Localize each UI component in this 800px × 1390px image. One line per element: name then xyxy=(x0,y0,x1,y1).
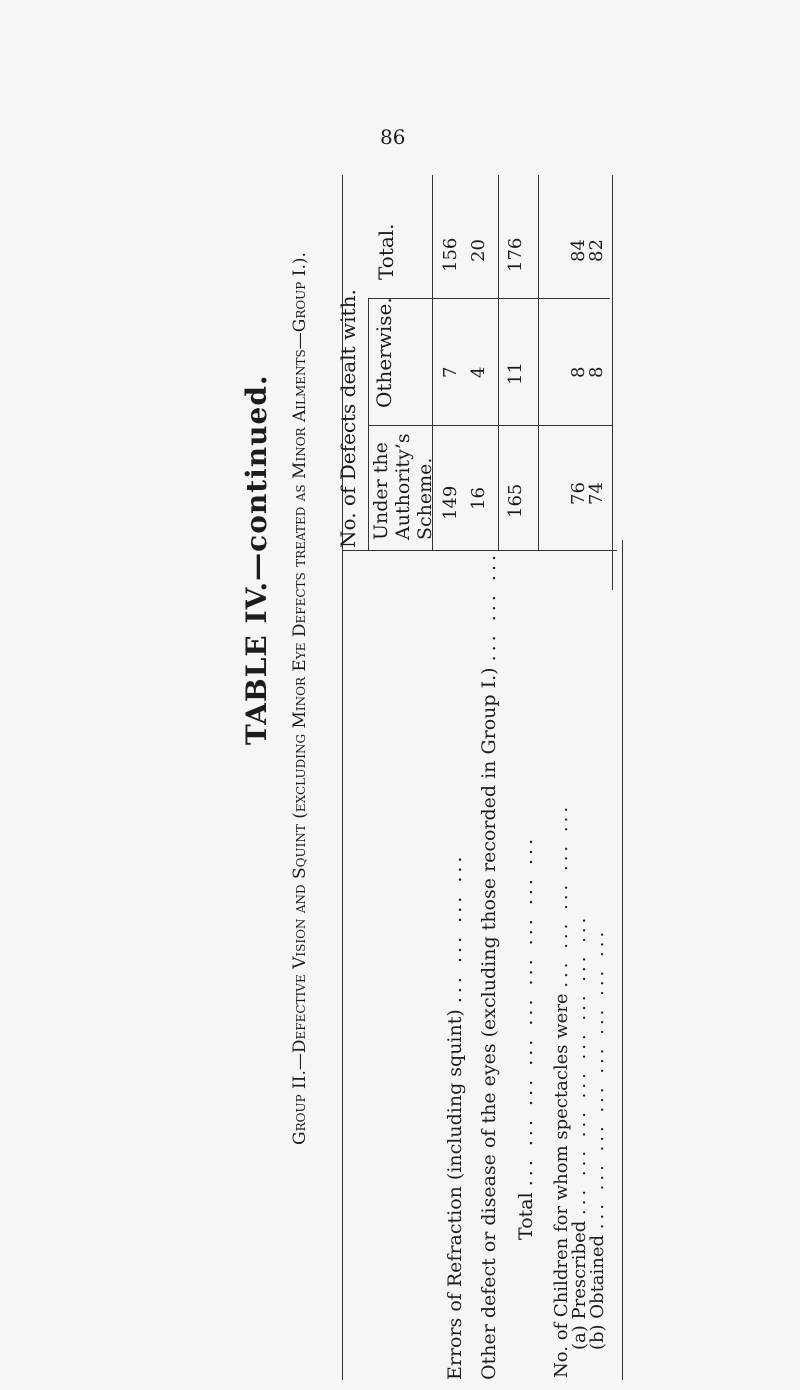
table-title: TABLE IV.—continued. xyxy=(240,374,273,745)
value-other-otherwise: 4 xyxy=(468,366,489,378)
col-header-authority: Under the Authority’s Scheme. xyxy=(370,433,436,540)
col-header-otherwise: Otherwise. xyxy=(372,297,396,408)
header-separator xyxy=(368,298,369,550)
value-obtained-total: 82 xyxy=(586,239,607,262)
row-sep-subtotal xyxy=(498,175,499,550)
table-frame-right-lower xyxy=(622,540,623,1380)
subtitle-text: —Defective Vision and Squint (excluding Minor Eye Defects treated as Minor Ailments—Group I.). xyxy=(290,252,310,1071)
value-other-authority: 16 xyxy=(468,487,489,510)
group-header: No. of Defects dealt with. xyxy=(336,289,360,548)
value-total-authority: 165 xyxy=(505,483,526,518)
value-prescribed-otherwise: 8 xyxy=(568,366,589,378)
spectacles-heading: No. of Children for whom spectacles were ... ... ... ... ... xyxy=(551,802,572,1378)
value-total-otherwise: 11 xyxy=(505,362,526,385)
spectacles-obtained-label: (b) Obtained ... ... ... ... ... ... ... ... xyxy=(587,927,608,1350)
page-number: 86 xyxy=(380,125,406,149)
value-prescribed-total: 84 xyxy=(568,239,589,262)
value-refraction-otherwise: 7 xyxy=(440,366,461,378)
value-refraction-authority: 149 xyxy=(440,485,461,520)
row-label-total: Total ... ... ... ... ... ... ... ... ... xyxy=(515,834,537,1240)
value-obtained-authority: 74 xyxy=(586,482,607,505)
subtitle-group: Group II. xyxy=(290,1070,310,1145)
row-sep-total xyxy=(538,175,539,550)
value-total-total: 176 xyxy=(505,237,526,272)
row-label-other-defect: Other defect or disease of the eyes (excluding those recorded in Group I.) ... ... ... xyxy=(478,550,500,1380)
col-sep-otherwise xyxy=(368,425,613,426)
col-header-total: Total. xyxy=(374,223,398,280)
table-subtitle xyxy=(290,252,310,1145)
col-sep-total xyxy=(368,298,610,299)
value-other-total: 20 xyxy=(468,239,489,262)
table-frame-right xyxy=(612,175,613,590)
value-obtained-otherwise: 8 xyxy=(586,366,607,378)
value-prescribed-authority: 76 xyxy=(568,482,589,505)
value-refraction-total: 156 xyxy=(440,237,461,272)
spectacles-prescribed-label: (a) Prescribed ... ... ... ... ... ... ... ... xyxy=(569,913,590,1350)
row-label-refraction: Errors of Refraction (including squint) ... ... ... ... xyxy=(444,852,466,1380)
